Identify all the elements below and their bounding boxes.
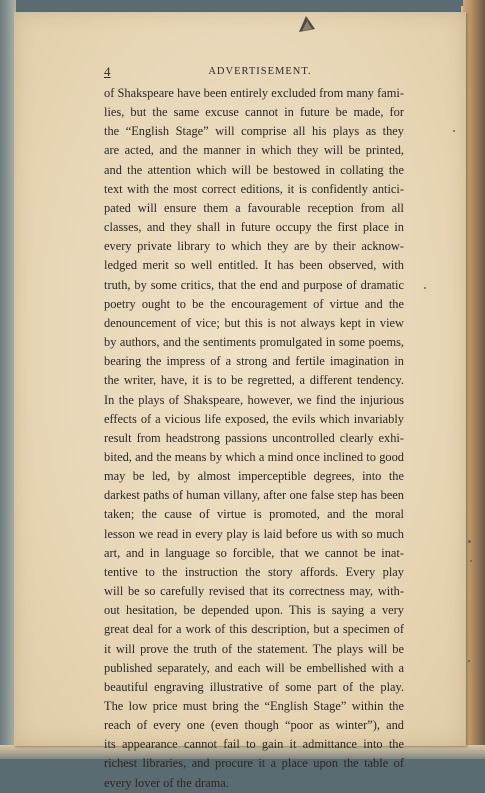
text-line: by authors, and the sentiments promulgated in some poems, — [104, 335, 404, 350]
text-line: classes, and they shall in future occupy the first place in — [104, 220, 404, 235]
running-head: ADVERTISEMENT. — [208, 66, 312, 77]
text-line: out hesitation, be depended upon. This is saying a very — [104, 603, 404, 618]
text-line: lies, but the same excuse cannot in future be made, for — [104, 105, 404, 120]
text-line: art, and in language so forcible, that we cannot be inat- — [104, 545, 404, 560]
text-line: are acted, and the manner in which they will be printed, — [104, 143, 404, 158]
text-line: bearing the impress of a strong and fertile imagination in — [104, 354, 404, 369]
text-line: lesson we read in every play is laid before us with so much — [104, 526, 404, 541]
text-line: effects of a vicious life exposed, the evils which invariably — [104, 411, 404, 426]
text-line: truth, by some critics, that the end and purpose of dramatic — [104, 277, 404, 292]
text-line: ledged merit so well entitled. It has been observed, with — [104, 258, 404, 273]
text-line: and the attention which will be bestowed in collating the — [104, 162, 404, 177]
body-text — [104, 84, 404, 793]
text-line: beautiful engraving illustrative of some part of the play. — [104, 679, 404, 694]
margin-speck — [424, 287, 426, 289]
text-line: darkest paths of human villany, after one false step has been — [104, 488, 404, 503]
text-line: richest libraries, and procure it a place upon the table of — [104, 756, 404, 771]
text-line: pated will ensure them a favourable reception from all — [104, 200, 404, 215]
text-line: the writer, have, it is to be regretted, a different tendency. — [104, 373, 404, 388]
text-line: result from headstrong passions uncontrolled clearly exhi- — [104, 430, 404, 445]
text-line: its appearance cannot fail to gain it admittance into the — [104, 737, 404, 752]
text-line: poetry ought to be the encouragement of virtue and the — [104, 296, 404, 311]
page-tear-mark — [296, 12, 318, 34]
page-number: 4 — [104, 64, 111, 79]
margin-speck — [470, 560, 472, 562]
text-line: tentive to the instruction the story affords. Every play — [104, 564, 404, 579]
scan-backdrop-right — [463, 0, 485, 759]
text-line: every private library to which they are by their acknow- — [104, 239, 404, 254]
text-line: great deal for a work of this description, but a specimen of — [104, 622, 404, 637]
text-line: it will prove the truth of the statement. The plays will be — [104, 641, 404, 656]
text-line: may be led, by almost imperceptible degrees, into the — [104, 469, 404, 484]
margin-speck — [453, 130, 455, 132]
text-line: the “English Stage” will comprise all his plays as they — [104, 124, 404, 139]
page-header — [104, 64, 416, 80]
text-line: taken; the cause of virtue is promoted, and the moral — [104, 507, 404, 522]
text-line: text with the most correct editions, it is confidently antici- — [104, 181, 404, 196]
text-line: of Shakspeare have been entirely excluded from many fami- — [104, 86, 404, 100]
text-line: every lover of the drama. — [104, 775, 229, 790]
text-line: reach of every one (even though “poor as winter”), and — [104, 718, 404, 733]
text-line: The low price must bring the “English Stage” within the — [104, 699, 404, 713]
text-line: denouncement of vice; but this is not always kept in view — [104, 315, 404, 330]
text-line: published separately, and each will be embellished with a — [104, 660, 404, 675]
text-line: will be so carefully revised that its correctness may, with- — [104, 584, 404, 599]
text-line: bited, and the means by which a mind once inclined to good — [104, 449, 404, 464]
text-line: In the plays of Shakspeare, however, we find the injurious — [104, 392, 404, 407]
margin-speck — [468, 540, 471, 543]
margin-speck — [468, 660, 470, 662]
